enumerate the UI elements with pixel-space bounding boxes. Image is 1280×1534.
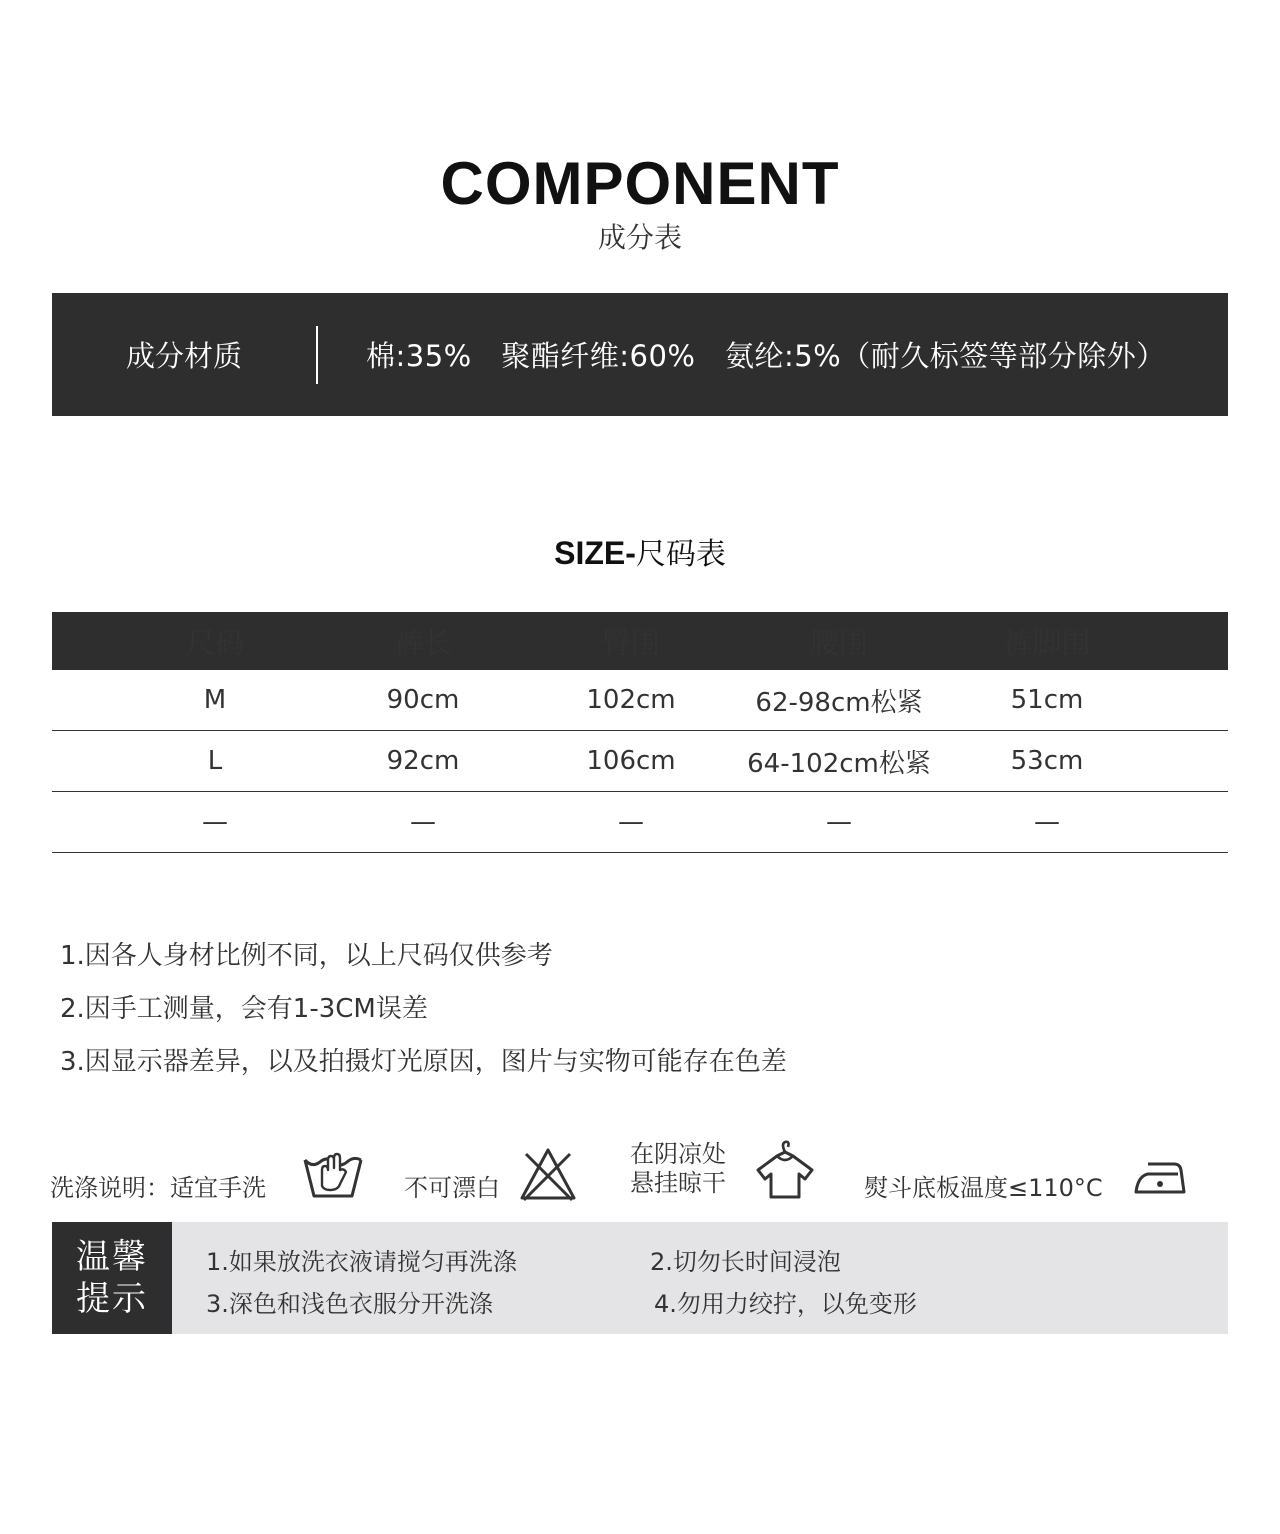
hand-wash-label: 适宜手洗 [170, 1174, 266, 1202]
table-cell: — [1034, 807, 1060, 837]
hang-dry-line2: 悬挂晾干 [630, 1169, 726, 1197]
table-cell: 62-98cm松紧 [755, 687, 923, 718]
table-cell: 51cm [1010, 685, 1084, 715]
header-cell-waist: 腰围 [809, 625, 868, 660]
table-cell: 102cm [586, 685, 676, 715]
size-notes [60, 930, 787, 1089]
table-cell: — [826, 807, 852, 837]
material-value: 棉:35% 聚酯纤维:60% 氨纶:5%（耐久标签等部分除外） [366, 339, 1166, 373]
table-row [52, 792, 1228, 853]
warm-tips [52, 1222, 1228, 1334]
header-cell-hip: 臀围 [601, 625, 660, 660]
care-label: 洗涤说明： [50, 1174, 170, 1202]
tip-item: 3.深色和浅色衣服分开洗涤 [206, 1290, 493, 1318]
size-title-cn: 尺码表 [635, 537, 726, 572]
hand-wash-icon [302, 1146, 364, 1202]
table-cell: 53cm [1010, 746, 1084, 776]
care-label-group [50, 1168, 266, 1203]
size-table-header [52, 612, 1228, 670]
iron-label: 熨斗底板温度≤110°C [864, 1174, 1103, 1202]
size-table [52, 612, 1228, 853]
hang-dry-line1: 在阴凉处 [630, 1140, 726, 1168]
iron-icon [1134, 1158, 1186, 1198]
table-cell: 64-102cm松紧 [747, 748, 931, 779]
tip-item: 1.如果放洗衣液请搅匀再洗涤 [206, 1248, 517, 1276]
table-cell: M [203, 685, 227, 715]
hang-dry-icon [754, 1140, 816, 1200]
material-label: 成分材质 [125, 339, 242, 373]
table-cell: L [207, 746, 223, 776]
note-item: 3.因显示器差异，以及拍摄灯光原因，图片与实物可能存在色差 [60, 1047, 787, 1077]
table-row [52, 670, 1228, 731]
no-bleach-icon [518, 1146, 578, 1202]
table-cell: 90cm [386, 685, 460, 715]
page-title: COMPONENT [440, 150, 840, 217]
care-instructions [50, 1138, 1230, 1208]
header-cell-leg-opening: 裤脚围 [1003, 625, 1091, 660]
tip-item: 4.勿用力绞拧，以免变形 [654, 1290, 917, 1318]
hang-dry-label [630, 1140, 726, 1198]
header-cell-length: 裤长 [393, 625, 452, 660]
material-bar [52, 293, 1228, 416]
tip-item: 2.切勿长时间浸泡 [650, 1248, 841, 1276]
table-cell: — [618, 807, 644, 837]
table-cell: 106cm [586, 746, 676, 776]
header-cell-size: 尺码 [185, 625, 244, 660]
size-title [0, 533, 1280, 575]
table-cell: — [410, 807, 436, 837]
tips-label-line1: 温馨 [76, 1237, 148, 1277]
no-bleach-label: 不可漂白 [404, 1174, 500, 1202]
table-row [52, 731, 1228, 792]
table-cell: — [202, 807, 228, 837]
table-cell: 92cm [386, 746, 460, 776]
page-subtitle: 成分表 [597, 221, 682, 254]
note-item: 1.因各人身材比例不同，以上尺码仅供参考 [60, 941, 553, 971]
size-title-en: SIZE- [554, 535, 636, 571]
tips-label [52, 1222, 172, 1334]
tips-label-line2: 提示 [76, 1279, 148, 1319]
note-item: 2.因手工测量，会有1-3CM误差 [60, 994, 428, 1024]
